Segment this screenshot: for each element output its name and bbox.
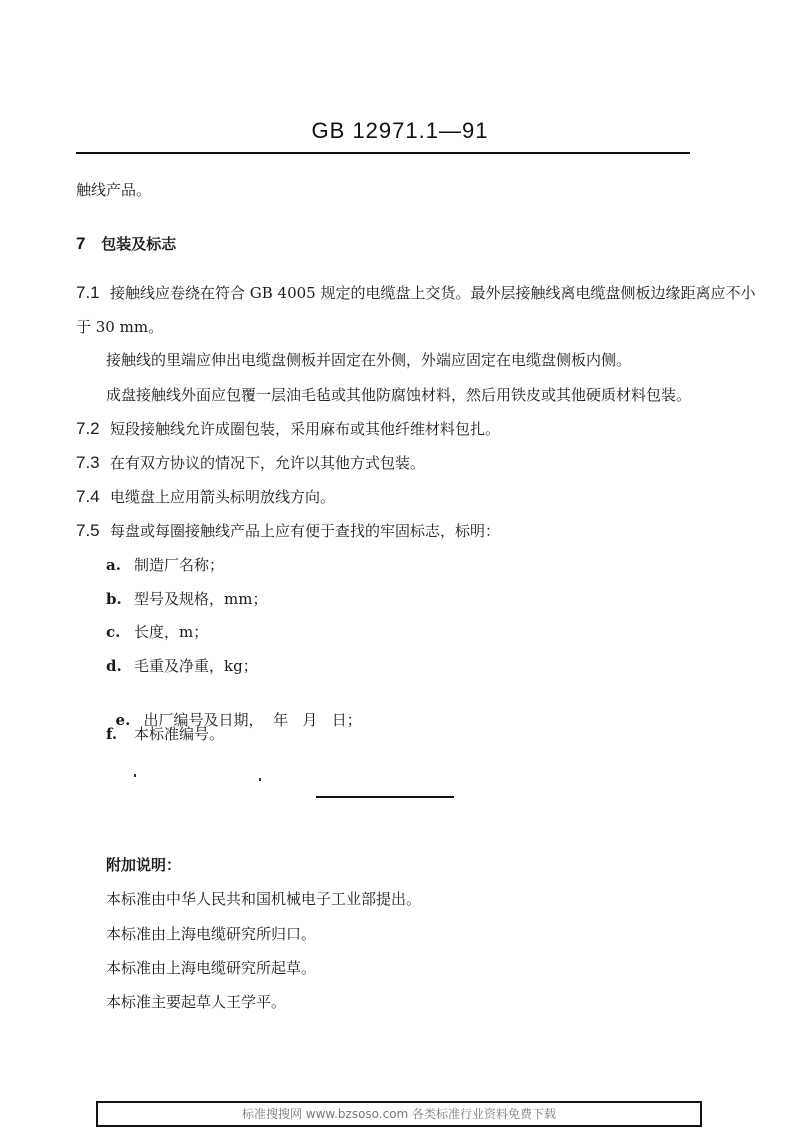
list-item-text: 毛重及净重，kg；	[134, 657, 258, 675]
list-item	[106, 656, 258, 676]
list-item-letter: d.	[106, 657, 122, 675]
section-heading	[76, 234, 176, 254]
list-item-text: 长度，m；	[134, 623, 209, 641]
list-item-letter: c.	[106, 623, 121, 641]
clause-7-3	[76, 453, 425, 473]
additional-note-line: 本标准由中华人民共和国机械电子工业部提出。	[106, 890, 422, 908]
clause-text: 每盘或每圈接触线产品上应有便于查找的牢固标志，标明：	[110, 522, 501, 540]
additional-note-line: 本标准主要起草人王学平。	[106, 993, 287, 1011]
additional-note-line: 本标准由上海电缆研究所起草。	[106, 959, 317, 977]
clause-number: 7.5	[76, 521, 100, 540]
continuation-text: 触线产品。	[76, 181, 152, 199]
clause-number: 7.4	[76, 487, 100, 506]
clause-text: 短段接触线允许成圈包装，采用麻布或其他纤维材料包扎。	[110, 420, 501, 438]
additional-notes-title: 附加说明：	[106, 856, 182, 874]
standard-code-header: GB 12971.1—91	[311, 118, 489, 143]
clause-7-1-paragraph-3: 成盘接触线外面应包覆一层油毛毡或其他防腐蚀材料，然后用铁皮或其他硬质材料包装。	[106, 386, 692, 404]
watermark-footer: 标准搜搜网 www.bzsoso.com 各类标准行业资料免费下载	[96, 1101, 702, 1127]
section-number: 7	[76, 234, 86, 253]
scan-speck	[259, 778, 261, 781]
list-item	[106, 589, 267, 609]
clause-text: 电缆盘上应用箭头标明放线方向。	[110, 488, 336, 506]
additional-note-line: 本标准由上海电缆研究所归口。	[106, 925, 317, 943]
clause-7-1-line1	[76, 283, 756, 303]
clause-text: 接触线应卷绕在符合 GB 4005 规定的电缆盘上交货。最外层接触线离电缆盘侧板边缘距离应不小	[110, 284, 756, 302]
clause-7-1-paragraph-2: 接触线的里端应伸出电缆盘侧板并固定在外侧，外端应固定在电缆盘侧板内侧。	[106, 351, 632, 369]
list-item-letter: a.	[106, 556, 121, 574]
list-item-letter: b.	[106, 590, 122, 608]
clause-7-2	[76, 419, 500, 439]
clause-text: 在有双方协议的情况下，允许以其他方式包装。	[110, 454, 426, 472]
end-of-standard-rule	[316, 796, 454, 798]
list-item	[106, 555, 224, 575]
scan-speck	[134, 774, 136, 777]
list-item-text: 型号及规格，mm；	[134, 590, 268, 608]
list-item-letter: f.	[106, 725, 118, 743]
clause-number: 7.3	[76, 453, 100, 472]
list-item-text: 出厂编号及日期， 年 月 日；	[143, 711, 362, 729]
section-title: 包装及标志	[101, 235, 177, 253]
clause-number: 7.2	[76, 419, 100, 438]
header-divider	[76, 152, 690, 154]
list-item-letter: e.	[115, 711, 131, 729]
clause-7-5	[76, 521, 500, 541]
list-item-text: 本标准编号。	[134, 725, 225, 743]
list-item	[106, 622, 208, 642]
list-item	[106, 724, 224, 744]
list-item-text: 制造厂名称；	[134, 556, 225, 574]
clause-number: 7.1	[76, 283, 100, 302]
clause-7-4	[76, 487, 335, 507]
clause-7-1-line2: 于 30 mm。	[76, 318, 164, 336]
